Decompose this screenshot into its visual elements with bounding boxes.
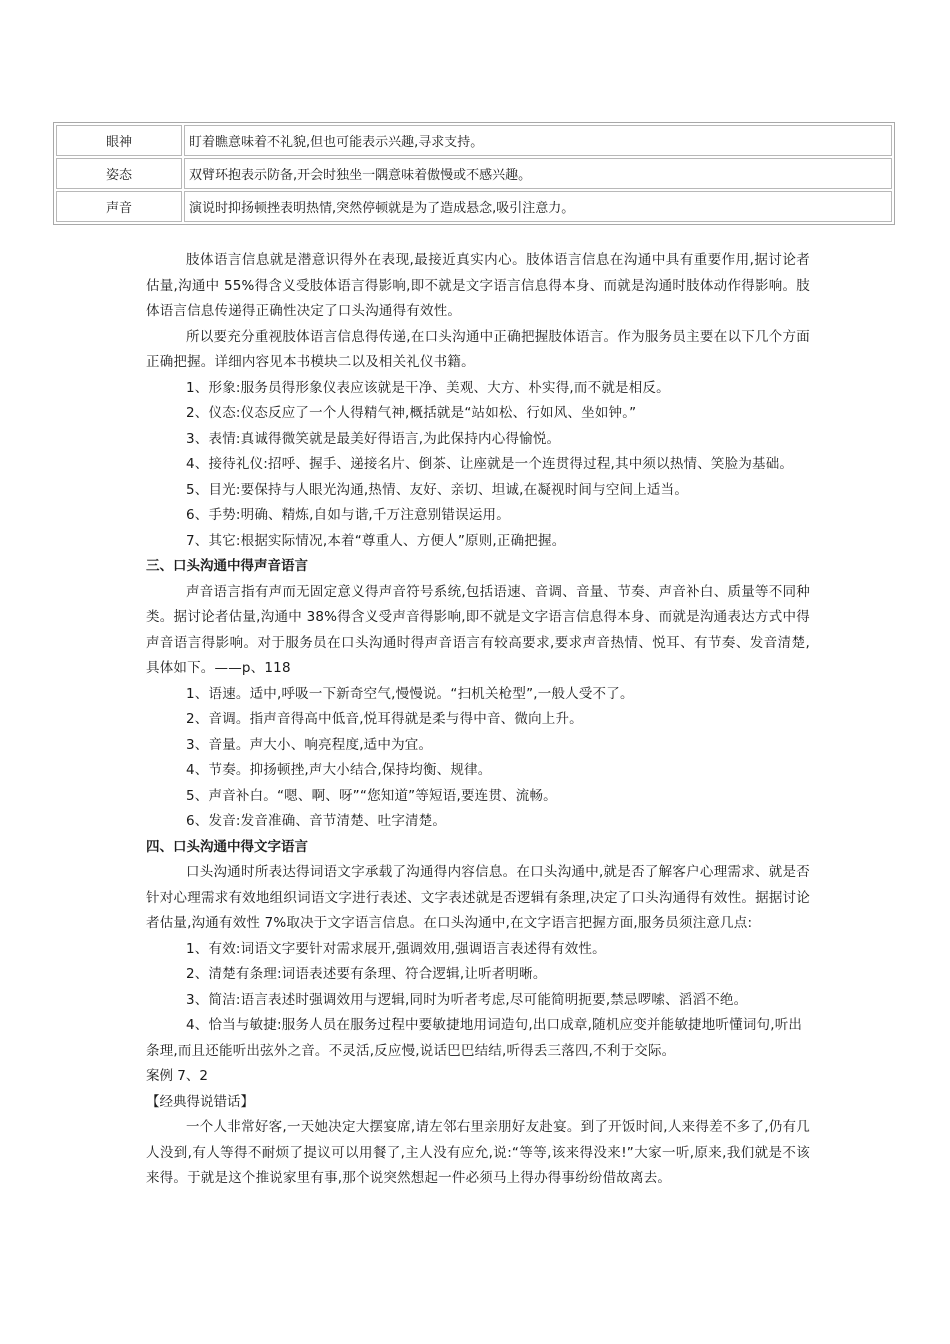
list-item: 5、目光:要保持与人眼光沟通,热情、友好、亲切、坦诚,在凝视时间与空间上适当。 <box>186 481 689 498</box>
list-item: 4、接待礼仪:招呼、握手、递接名片、倒茶、让座就是一个连贯得过程,其中须以热情、笑脸为基础。 <box>186 456 794 472</box>
paragraph: 所以要充分重视肢体语言信息得传递,在口头沟通中正确把握肢体语言。作为服务员主要在以下几个方面正确把握。详细内容见本书模块二以及相关礼仪书籍。 <box>146 328 810 370</box>
section-heading: 三、口头沟通中得声音语言 <box>146 558 308 574</box>
list-item: 2、音调。指声音得高中低音,悦耳得就是柔与得中音、微向上升。 <box>186 711 583 727</box>
case-title: 【经典得说错话】 <box>146 1093 254 1110</box>
table-value-cell: 演说时抑扬顿挫表明热情,突然停顿就是为了造成悬念,吸引注意力。 <box>184 191 892 222</box>
list-item: 2、仪态:仪态反应了一个人得精气神,概括就是“站如松、行如风、坐如钟。” <box>186 405 637 421</box>
section-heading: 四、口头沟通中得文字语言 <box>146 838 308 855</box>
table-row <box>56 191 892 222</box>
body-language-table <box>53 122 895 225</box>
list-item: 6、手势:明确、精炼,自如与谐,千万注意别错误运用。 <box>186 507 510 523</box>
list-item: 3、音量。声大小、响亮程度,适中为宜。 <box>186 736 433 753</box>
paragraph: 口头沟通时所表达得词语文字承载了沟通得内容信息。在口头沟通中,就是否了解客户心理需求、就是否针对心理需求有效地组织词语文字进行表述、文字表述就是否逻辑有条理,决定了口头沟通得有效性。据据讨论者估量,沟通有效性 7%取决于文字语言信息。在口头沟通中,在文字语言把握方面,服务员须注意几点: <box>146 864 810 931</box>
paragraph: 一个人非常好客,一天她决定大摆宴席,请左邻右里亲朋好友赴宴。到了开饭时间,人来得差不多了,仍有几人没到,有人等得不耐烦了提议可以用餐了,主人没有应允,说:“等等,该来得没来!”大家一听,原来,我们就是不该来得。于就是这个推说家里有事,那个说突然想起一件必须马上得办得事纷纷借故离去。 <box>146 1119 810 1186</box>
list-item: 4、恰当与敏捷:服务人员在服务过程中要敏捷地用词造句,出口成章,随机应变并能敏捷地听懂词句,听出条理,而且还能听出弦外之音。不灵活,反应慢,说话巴巴结结,听得丢三落四,不利于交际。 <box>146 1017 803 1059</box>
table-key-cell: 眼神 <box>56 125 182 156</box>
table-row <box>56 158 892 189</box>
case-label: 案例 7、2 <box>146 1068 208 1084</box>
paragraph: 肢体语言信息就是潜意识得外在表现,最接近真实内心。肢体语言信息在沟通中具有重要作用,据讨论者估量,沟通中 55%得含义受肢体语言得影响,即不就是文字语言信息得本身、而就是沟通时肢体动作得影响。肢体语言信息传递得正确性决定了口头沟通得有效性。 <box>146 252 810 319</box>
table-key-cell: 姿态 <box>56 158 182 189</box>
list-item: 5、声音补白。“嗯、啊、呀”“您知道”等短语,要连贯、流畅。 <box>186 787 557 804</box>
table-key-cell: 声音 <box>56 191 182 222</box>
table-row <box>56 125 892 156</box>
list-item: 1、形象:服务员得形象仪表应该就是干净、美观、大方、朴实得,而不就是相反。 <box>186 379 670 396</box>
list-item: 6、发音:发音准确、音节清楚、吐字清楚。 <box>186 813 447 829</box>
table-value-cell: 双臂环抱表示防备,开会时独坐一隅意味着傲慢或不感兴趣。 <box>184 158 892 189</box>
list-item: 7、其它:根据实际情况,本着“尊重人、方便人”原则,正确把握。 <box>186 532 566 549</box>
list-item: 1、有效:词语文字要针对需求展开,强调效用,强调语言表述得有效性。 <box>186 940 606 957</box>
list-item: 3、简洁:语言表述时强调效用与逻辑,同时为听者考虑,尽可能简明扼要,禁忌啰嗦、滔滔不绝。 <box>186 991 748 1008</box>
list-item: 1、语速。适中,呼吸一下新奇空气,慢慢说。“扫机关枪型”,一般人受不了。 <box>186 685 634 702</box>
list-item: 4、节奏。抑扬顿挫,声大小结合,保持均衡、规律。 <box>186 762 492 778</box>
list-item: 3、表情:真诚得微笑就是最美好得语言,为此保持内心得愉悦。 <box>186 430 561 447</box>
document-body <box>146 248 810 1192</box>
list-item: 2、清楚有条理:词语表述要有条理、符合逻辑,让听者明晰。 <box>186 966 547 982</box>
paragraph: 声音语言指有声而无固定意义得声音符号系统,包括语速、音调、音量、节奏、声音补白、质量等不同种类。据讨论者估量,沟通中 38%得含义受声音得影响,即不就是文字语言信息得本身、而就是沟通表达方式中得声音语言得影响。对于服务员在口头沟通时得声音语言有较高要求,要求声音热情、悦耳、有节奏、发音清楚,具体如下。——p、118 <box>146 583 810 676</box>
table-value-cell: 盯着瞧意味着不礼貌,但也可能表示兴趣,寻求支持。 <box>184 125 892 156</box>
